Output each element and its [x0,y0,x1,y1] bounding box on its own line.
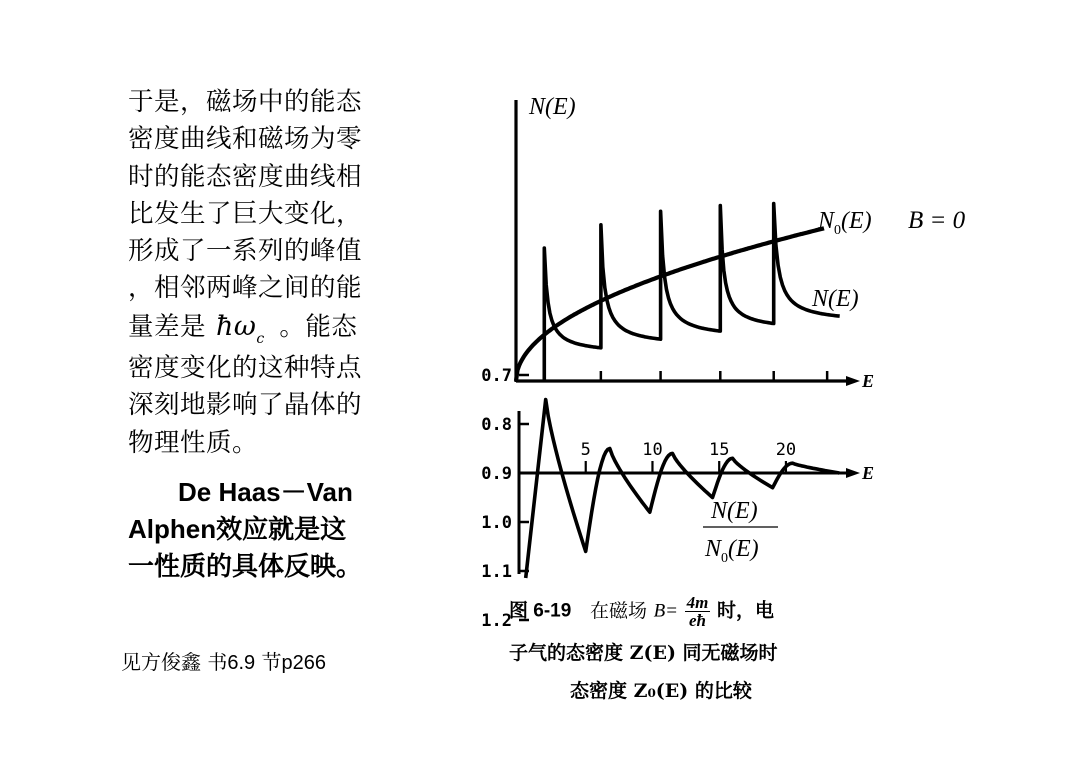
n-landau-curve [544,204,839,381]
ratio-curve [526,400,840,579]
body-line-prefix: 量差是 [128,311,207,342]
caption-fraction [685,594,711,629]
top-y-label: N(E) [529,94,576,120]
bottom-x-tick-label: 10 [642,440,663,460]
body-line: 形成了一系列的峰值 [128,236,363,267]
bottom-y-tick-label: 1.2 [481,611,512,631]
bottom-y-tick-label: 0.7 [481,366,512,386]
bottom-x-arrow [846,468,860,478]
bottom-y-tick-label: 1.1 [481,562,512,582]
body-line: 比发生了巨大变化， [128,198,363,229]
figure-caption-line-2: 子气的态密度 Z(E) 同无磁场时 [509,642,778,664]
top-x-arrow [846,376,860,386]
caption-b-eq: B= [653,600,679,622]
top-chart [516,94,966,391]
caption-frac-num: 4m [686,593,709,612]
bottom-y-tick-label: 0.8 [481,415,512,435]
figure-caption-line-1 [509,594,774,629]
bottom-y-tick-label: 1.0 [481,513,512,533]
ratio-numerator: N(E) [711,498,758,524]
figure-caption-line-3: 态密度 Z₀(E) 的比较 [570,680,752,702]
bottom-x-tick-label: 20 [775,440,797,460]
effect-line: De Haas－Van [178,477,353,507]
reference-prefix: 见方俊鑫 书 [121,650,228,674]
bottom-x-tick-label: 15 [708,440,730,460]
body-line: 密度曲线和磁场为零 [128,124,363,155]
body-line-suffix: 。能态 [279,311,358,342]
effect-line: 一性质的具体反映。 [128,551,363,581]
hbar-omega-symbol: ħω [216,310,257,342]
subscript-c: c [256,330,265,347]
bottom-x-label: E [862,463,875,483]
body-line: 于是，磁场中的能态 [128,87,363,117]
b-zero-label: B = 0 [908,207,966,234]
reference-page: p266 [281,652,327,674]
reference-mid: 节 [255,650,282,674]
bottom-y-tick-label: 0.9 [481,464,512,484]
top-x-label: E [862,371,875,391]
caption-label: 图 6-19 [509,600,572,622]
body-line: ，相邻两峰之间的能 [128,273,363,304]
caption-text-a: 在磁场 [589,599,647,622]
ratio-denominator: $N_0(E)$ [705,536,759,566]
ne-label: N(E) [812,286,859,312]
caption-frac-den: eħ [689,611,706,630]
reference-section: 6.9 [227,652,256,674]
body-line: 物理性质。 [128,427,259,458]
body-line: 时的能态密度曲线相 [128,161,363,192]
n0-label: $N_0(E)$ [818,208,872,238]
body-line: 深刻地影响了晶体的 [128,390,363,421]
bottom-x-tick-label: 5 [580,440,591,460]
body-line: 密度变化的这种特点 [128,353,363,384]
bottom-chart [481,366,874,631]
caption-text-c: 时，电 [717,599,775,622]
effect-line: Alphen效应就是这 [128,514,347,544]
